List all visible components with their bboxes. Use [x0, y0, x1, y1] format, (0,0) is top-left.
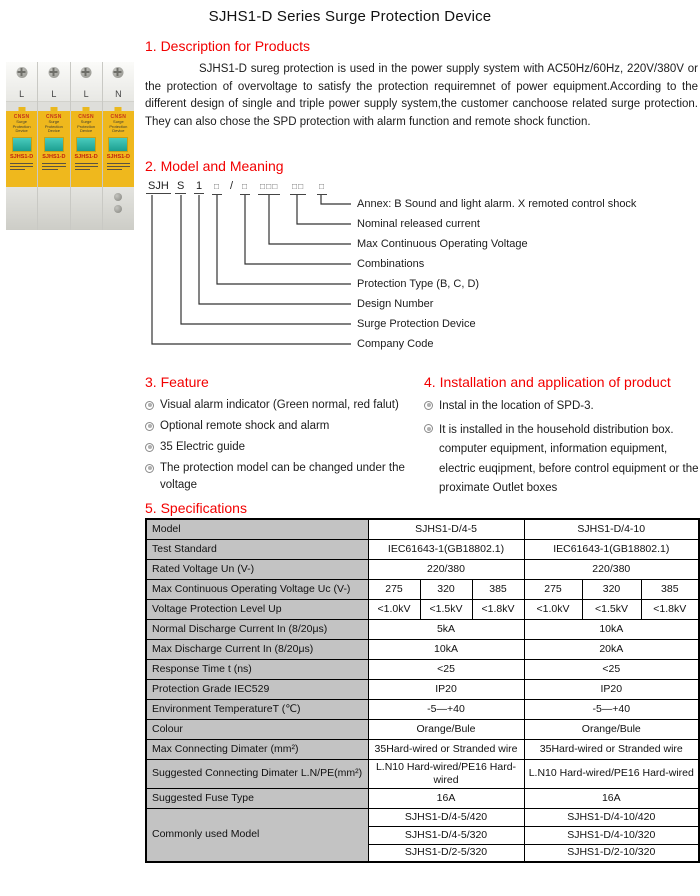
specifications-table [145, 518, 700, 863]
table-row: Normal Discharge Current In (8/20μs) 5kA 10kA [146, 619, 699, 639]
installation-item: Instal in the location of SPD-3. [424, 397, 700, 417]
table-row: Rated Voltage Un (V-) 220/380 220/380 [146, 559, 699, 579]
brand-logo: CNSN [78, 114, 95, 120]
code-label-type: Protection Type (B, C, D) [357, 278, 480, 290]
status-window [76, 137, 96, 152]
bullseye-icon [424, 401, 433, 410]
table-row: Response Time t (ns) <25 <25 [146, 659, 699, 679]
feature-item: Visual alarm indicator (Green normal, red falut) [145, 397, 419, 414]
section-heading-feature: 3. Feature [145, 374, 209, 390]
status-window [44, 137, 64, 152]
spd-module [38, 62, 70, 230]
terminal-strip [38, 102, 69, 111]
code-protection-type-box: □ [212, 180, 222, 195]
code-combinations-box: □ [240, 180, 250, 195]
code-slash: / [230, 180, 234, 192]
section-heading-description: 1. Description for Products [145, 38, 310, 54]
feature-item: Optional remote shock and alarm [145, 418, 419, 435]
table-row: Colour Orange/Bule Orange/Bule [146, 719, 699, 739]
code-spd: S [177, 180, 185, 192]
terminal-label: L [19, 89, 25, 99]
code-label-spd: Surge Protection Device [357, 318, 476, 330]
code-label-design: Design Number [357, 298, 434, 310]
code-annex-box: □ [317, 180, 327, 195]
brand-logo: CNSN [13, 114, 30, 120]
code-label-voltage: Max Continuous Operating Voltage [357, 238, 528, 250]
feature-item: 35 Electric guide [145, 439, 419, 456]
product-photo [6, 62, 134, 230]
spd-module [6, 62, 38, 230]
code-company: SJH [148, 180, 169, 192]
device-model: SJHS1-D [106, 153, 130, 160]
section-heading-model-meaning: 2. Model and Meaning [145, 158, 284, 174]
bullseye-icon [145, 464, 154, 473]
section-heading-specifications: 5. Specifications [145, 500, 247, 516]
bullseye-icon [145, 443, 154, 452]
code-current-boxes: □□ [290, 180, 306, 195]
table-row: SJHS1-D/2-5/320 SJHS1-D/2-10/320 [146, 844, 699, 862]
screw-icon [16, 67, 27, 78]
installation-item: It is installed in the household distribution box. computer equipment, information equipment, electric euqipment, before control equipment or the proximate Outlet boxes [424, 421, 700, 499]
table-row: Max Continuous Operating Voltage Uc (V-) 275 320 385 275 320 385 [146, 579, 699, 599]
table-row: Max Connecting Dimater (mm²) 35Hard-wired or Stranded wire 35Hard-wired or Stranded wire [146, 739, 699, 759]
screw-icon [114, 193, 122, 201]
feature-section [145, 374, 419, 498]
description-paragraph: SJHS1-D sureg protection is used in the power supply system with AC50Hz/60Hz, 220V/380V or the protection of overvoltage to satisfy the protection requiremnet of power equipment.According to the different design of single and triple power supply system,the customer canchoose related surge protection. They can also chose the SPD protection with alarm function and remote shock function. [145, 63, 698, 128]
table-row: Max Discharge Current In (8/20μs) 10kA 20kA [146, 639, 699, 659]
installation-section [424, 374, 700, 503]
bullseye-icon [145, 401, 154, 410]
status-window [108, 137, 128, 152]
model-code-diagram [145, 180, 698, 358]
terminal-label: L [51, 89, 57, 99]
device-subtitle: Surge Protection Device [77, 119, 96, 133]
table-row: Environment TemperatureT (℃) -5—+40 -5—+40 [146, 699, 699, 719]
terminal-label: N [115, 89, 122, 99]
screw-icon [113, 67, 124, 78]
device-model: SJHS1-D [74, 153, 98, 160]
screw-icon [114, 205, 122, 213]
screw-icon [48, 67, 59, 78]
code-label-combinations: Combinations [357, 258, 425, 270]
device-subtitle: Surge Protection Device [12, 119, 31, 133]
brand-logo: CNSN [110, 114, 127, 120]
table-row: Suggested Connecting Dimater L.N/PE(mm²) L.N10 Hard-wired/PE16 Hard-wired L.N10 Hard-wired/PE16 Hard-wired [146, 759, 699, 788]
screw-icon [81, 67, 92, 78]
table-row: Commonly used Model SJHS1-D/4-5/420 SJHS1-D/4-10/420 [146, 808, 699, 826]
code-design: 1 [196, 180, 203, 192]
spd-module [71, 62, 103, 230]
section-heading-installation: 4. Installation and application of product [424, 374, 671, 390]
code-label-annex: Annex: B Sound and light alarm. X remoted control shock [357, 198, 637, 210]
table-row: Voltage Protection Level Up <1.0kV <1.5kV <1.8kV <1.0kV <1.5kV <1.8kV [146, 599, 699, 619]
terminal-label: L [83, 89, 89, 99]
table-row: Test Standard IEC61643-1(GB18802.1) IEC61643-1(GB18802.1) [146, 539, 699, 559]
table-row: SJHS1-D/4-5/320 SJHS1-D/4-10/320 [146, 826, 699, 844]
table-row: Suggested Fuse Type 16A 16A [146, 788, 699, 808]
status-window [12, 137, 32, 152]
device-model: SJHS1-D [42, 153, 66, 160]
brand-logo: CNSN [45, 114, 62, 120]
spd-module [103, 62, 134, 230]
code-label-current: Nominal released current [357, 218, 480, 230]
table-row: Model SJHS1-D/4-5 SJHS1-D/4-10 [146, 519, 699, 539]
code-voltage-boxes: □□□ [258, 180, 280, 195]
device-subtitle: Surge Protection Device [109, 119, 128, 133]
bullseye-icon [145, 422, 154, 431]
page-title: SJHS1-D Series Surge Protection Device [208, 8, 492, 25]
code-label-company: Company Code [357, 338, 434, 350]
terminal-strip [71, 102, 102, 111]
bullseye-icon [424, 424, 433, 433]
terminal-strip [6, 102, 37, 111]
feature-item: The protection model can be changed under the voltage [145, 460, 419, 494]
table-row: Protection Grade IEC529 IP20 IP20 [146, 679, 699, 699]
device-model: SJHS1-D [10, 153, 34, 160]
terminal-strip [103, 102, 134, 111]
device-subtitle: Surge Protection Device [44, 119, 63, 133]
